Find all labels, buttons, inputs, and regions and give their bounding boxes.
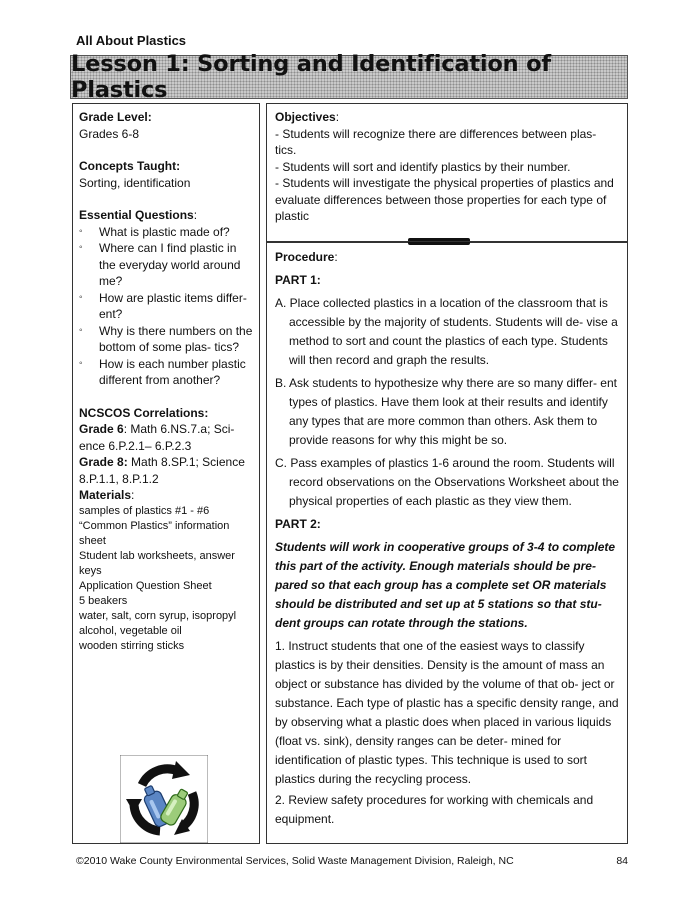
list-item: B. Ask students to hypothesize why there are so many differ- ent types of plastics. Have them look at their results and identify any types that are more common than others. Ask them to provide reasons for why this might be so. bbox=[275, 376, 617, 447]
list-item: Application Question Sheet bbox=[79, 579, 212, 592]
essential-questions-list bbox=[79, 224, 253, 389]
essential-questions-heading bbox=[79, 207, 253, 224]
list-item: ◦ What is plastic made of? bbox=[79, 224, 253, 241]
list-item: - Students will sort and identify plastics by their number. bbox=[275, 159, 571, 174]
list-item: water, salt, corn syrup, isopropyl alcohol, vegetable oil bbox=[79, 609, 237, 637]
lesson-title: Lesson 1: Sorting and Identification of Plastics bbox=[71, 51, 551, 103]
list-item: ◦ Where can I find plastic in the everyday world around me? bbox=[79, 240, 253, 290]
list-item: 5 beakers bbox=[79, 594, 128, 607]
procedure-heading bbox=[275, 248, 619, 267]
procedure-box bbox=[266, 241, 628, 844]
grade8-correlation bbox=[79, 454, 253, 487]
objectives-colon: : bbox=[335, 110, 340, 124]
running-head: All About Plastics bbox=[76, 33, 187, 48]
grade8-label: Grade 8: bbox=[79, 455, 128, 469]
lesson-title-banner bbox=[70, 51, 628, 103]
grade8-text: Math 8.SP.1; Science 8.P.1.1, 8.P.1.2 bbox=[79, 455, 245, 486]
materials-label: Materials bbox=[79, 488, 132, 502]
part2-intro: Students will work in cooperative groups of 3-4 to complete this part of the activity. Enough materials should be pre- pared so that each group has a complete set OR materials should be distributed and set up at 5 stations so that stu- dent groups can rotate through the stations. bbox=[275, 540, 616, 630]
list-item: C. Pass examples of plastics 1-6 around the room. Students will record observations on the Observations Worksheet about the physical properties of each plastic as they view them. bbox=[275, 456, 619, 508]
list-item: ◦ How is each number plastic different from another? bbox=[79, 356, 253, 389]
concepts-label: Concepts Taught: bbox=[79, 159, 181, 173]
page-footer bbox=[76, 855, 628, 867]
part2-heading: PART 2: bbox=[275, 517, 321, 531]
list-item: samples of plastics #1 - #6 bbox=[79, 504, 210, 517]
page-number: 84 bbox=[616, 855, 628, 867]
procedure-colon: : bbox=[334, 250, 338, 264]
materials-colon: : bbox=[131, 488, 135, 502]
list-item: - Students will recognize there are differences between plas- tics. bbox=[275, 126, 597, 157]
objectives-label: Objectives bbox=[275, 110, 336, 124]
list-item: “Common Plastics” information sheet bbox=[79, 519, 230, 547]
list-item: ◦ How are plastic items differ- ent? bbox=[79, 290, 253, 323]
concepts-value: Sorting, identification bbox=[79, 175, 191, 190]
part1-steps bbox=[275, 294, 619, 511]
grade-level-value: Grades 6-8 bbox=[79, 126, 140, 141]
grade-level-label: Grade Level: bbox=[79, 110, 152, 124]
list-item: 2. Review safety procedures for working with chemicals and equipment. bbox=[275, 793, 594, 826]
list-item: ◦ Why is there numbers on the bottom of some plas- tics? bbox=[79, 323, 253, 356]
essential-questions-colon: : bbox=[193, 208, 198, 222]
sidebar-info-box bbox=[72, 103, 260, 844]
grade6-text: : Math 6.NS.7.a; Sci- ence 6.P.2.1– 6.P.2.3 bbox=[79, 422, 235, 453]
procedure-label: Procedure bbox=[275, 250, 335, 264]
recycle-bottles-icon bbox=[120, 755, 208, 843]
materials-heading bbox=[79, 487, 253, 504]
list-item: Student lab worksheets, answer keys bbox=[79, 549, 235, 577]
ncscos-label: NCSCOS Correlations: bbox=[79, 405, 209, 420]
list-item: - Students will investigate the physical properties of plastics and evaluate differences between those properties for each type of plastic bbox=[275, 176, 614, 223]
essential-questions-label: Essential Questions bbox=[79, 208, 194, 222]
list-item: 1. Instruct students that one of the easiest ways to classify plastics is by their densities. Density is the amount of mass an object or substance has divided by the volume of that ob- ject or substance. Each type of plastic has a specific density range, and by observing what a plastic does when placed in various liquids (float vs. sink), density ranges can be deter- mined for identification of plastic types. This technique is used to sort plastics during the recycling process. bbox=[275, 639, 619, 786]
list-item: wooden stirring sticks bbox=[79, 639, 185, 652]
part1-heading: PART 1: bbox=[275, 273, 321, 287]
grade6-correlation bbox=[79, 421, 253, 454]
footer-credit: ©2010 Wake County Environmental Services, Solid Waste Management Division, Raleigh, NC bbox=[76, 855, 514, 867]
objectives-heading bbox=[275, 109, 619, 126]
objectives-box bbox=[266, 103, 628, 243]
grade6-label: Grade 6 bbox=[79, 422, 124, 436]
list-item: A. Place collected plastics in a location of the classroom that is accessible by the majority of students. Students will de- vise a method to sort and count the plastics of each type. Students will then record and graph the results. bbox=[275, 296, 618, 367]
materials-list bbox=[79, 504, 253, 654]
